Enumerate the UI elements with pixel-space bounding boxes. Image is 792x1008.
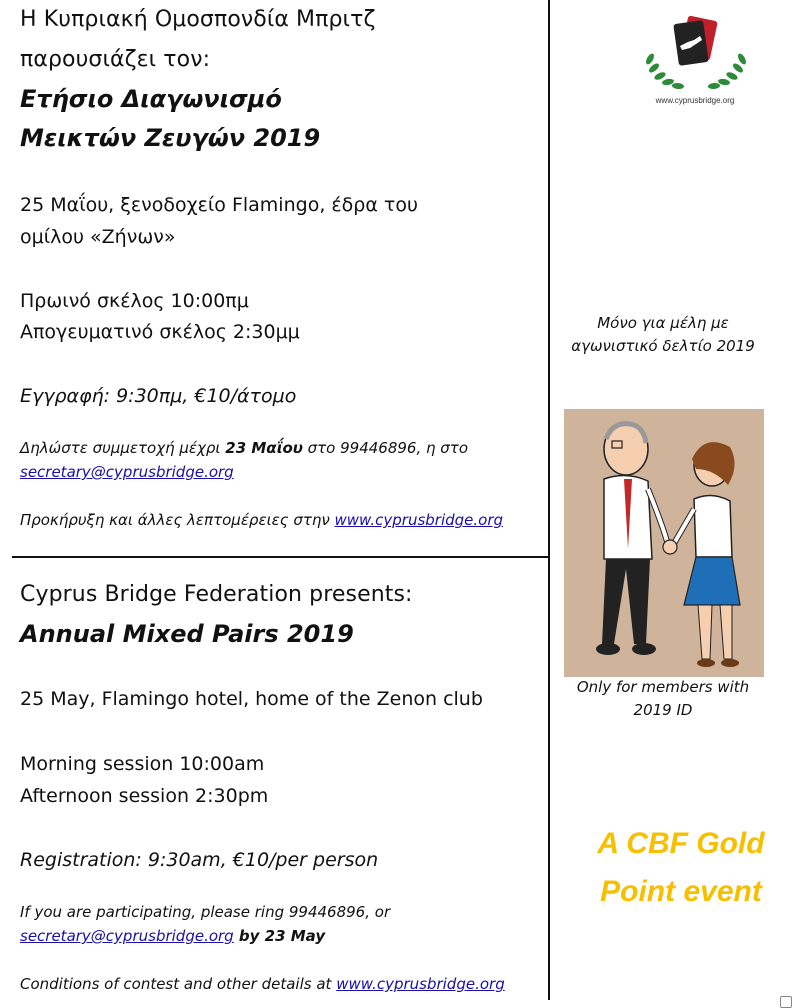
greek-declare-date: 23 Μαΐου (225, 439, 303, 457)
greek-venue-line2: ομίλου «Ζήνων» (20, 226, 176, 248)
greek-afternoon-session: Απογευματινό σκέλος 2:30μμ (20, 321, 300, 343)
greek-title-line1: Ετήσιο Διαγωνισμό (20, 85, 282, 113)
handshake-illustration (564, 409, 764, 677)
english-afternoon-session: Afternoon session 2:30pm (20, 785, 269, 807)
greek-email-line (20, 463, 234, 481)
corner-handle-icon (780, 996, 792, 1008)
english-details-line (20, 975, 505, 993)
english-venue: 25 May, Flamingo hotel, home of the Zenon club (20, 688, 483, 710)
english-ring-line: If you are participating, please ring 99446896, or (20, 903, 391, 921)
cbf-logo-icon (640, 10, 752, 110)
greek-details-line (20, 511, 503, 529)
greek-title-line2: Μεικτών Ζευγών 2019 (20, 124, 321, 152)
english-ring-date: by 23 May (233, 927, 326, 945)
greek-details-pre: Προκήρυξη και άλλες λεπτομέρειες στην (20, 511, 335, 529)
gold-point-line1: A CBF Gold (597, 827, 765, 860)
greek-website-link[interactable]: www.cyprusbridge.org (334, 511, 504, 529)
english-email-line (20, 927, 325, 945)
greek-registration: Εγγραφή: 9:30πμ, €10/άτομο (20, 385, 297, 407)
greek-presents-line: παρουσιάζει τον: (20, 47, 211, 72)
greek-members-note-line2: αγωνιστικό δελτίο 2019 (571, 337, 755, 355)
greek-presenter-line: Η Κυπριακή Ομοσπονδία Μπριτζ (20, 7, 376, 32)
vertical-divider (548, 0, 550, 1000)
english-title: Annual Mixed Pairs 2019 (20, 620, 354, 648)
english-presenter-line: Cyprus Bridge Federation presents: (20, 582, 413, 607)
greek-members-note-line1: Μόνο για μέλη με (597, 314, 729, 332)
english-members-note-line1: Only for members with (576, 678, 750, 696)
gold-point-badge (566, 820, 792, 916)
english-members-note-line2: 2019 ID (633, 701, 693, 719)
greek-declare-pre: Δηλώστε συμμετοχή μέχρι (20, 439, 226, 457)
greek-venue-line1: 25 Μαΐου, ξενοδοχείο Flamingo, έδρα του (20, 194, 418, 216)
gold-point-line2: Point event (600, 875, 762, 908)
logo-url: www.cyprusbridge.org (655, 96, 735, 105)
greek-declare-post: στο 99446896, η στο (302, 439, 468, 457)
greek-declare-line (20, 439, 468, 457)
english-members-note (563, 676, 763, 722)
english-registration: Registration: 9:30am, €10/per person (20, 849, 379, 871)
horizontal-divider (12, 556, 548, 558)
english-website-link[interactable]: www.cyprusbridge.org (336, 975, 505, 993)
greek-email-link[interactable]: secretary@cyprusbridge.org (20, 463, 234, 481)
english-morning-session: Morning session 10:00am (20, 753, 265, 775)
greek-members-note (563, 312, 763, 358)
greek-morning-session: Πρωινό σκέλος 10:00πμ (20, 290, 249, 312)
english-details-pre: Conditions of contest and other details at (20, 975, 337, 993)
english-email-link[interactable]: secretary@cyprusbridge.org (20, 927, 234, 945)
